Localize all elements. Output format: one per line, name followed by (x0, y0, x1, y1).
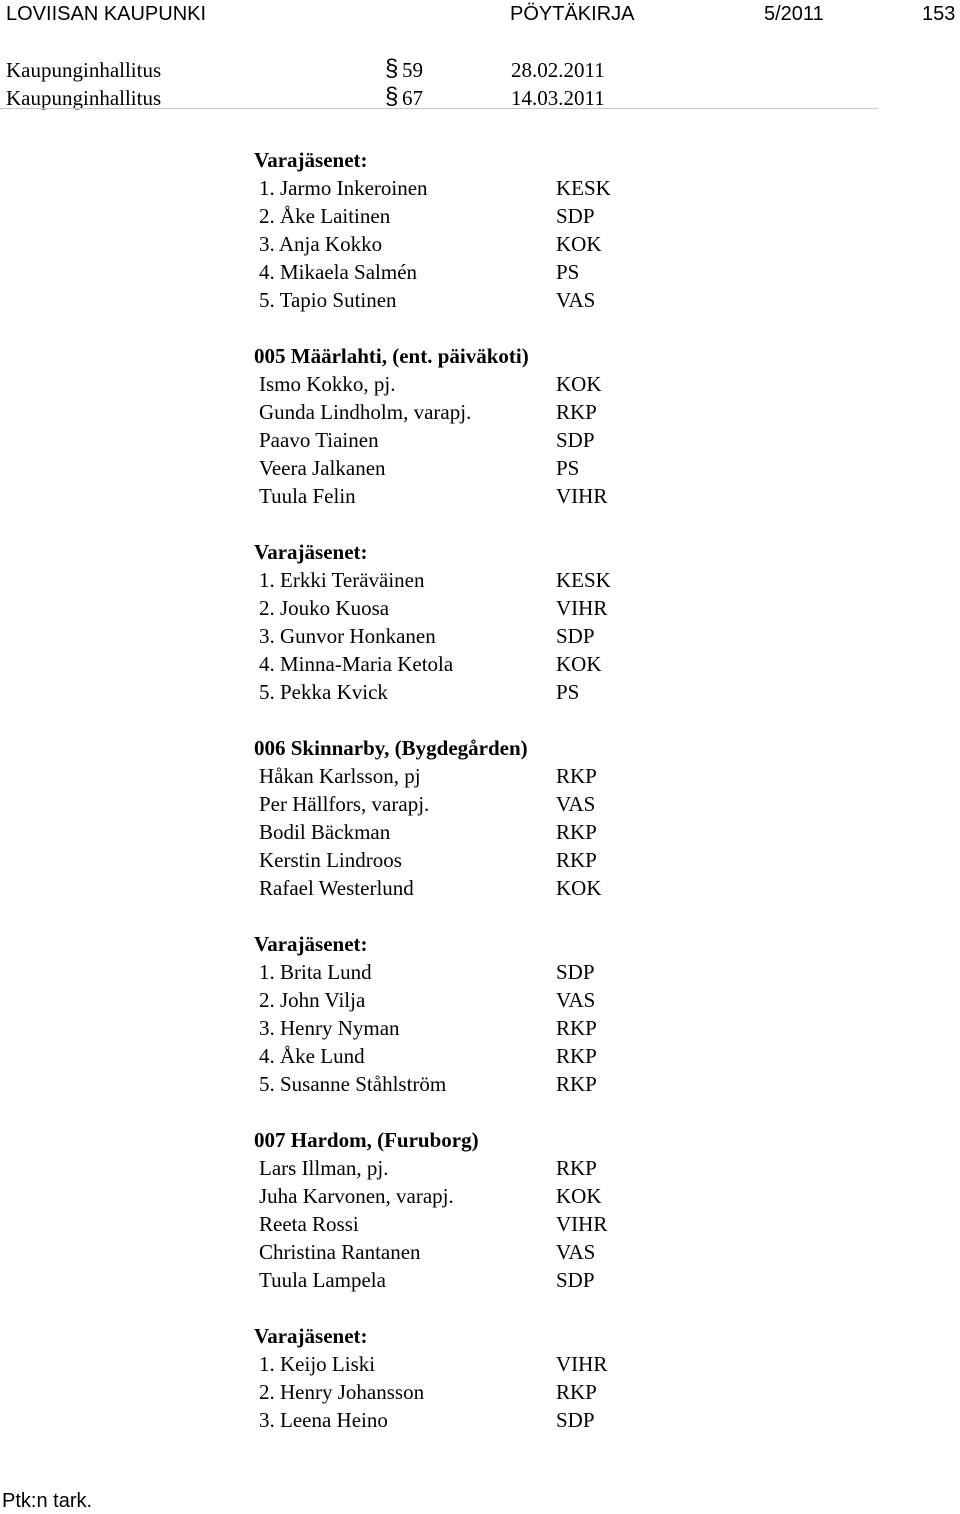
member-row (254, 426, 774, 454)
spacer (254, 314, 774, 342)
deputy-row (254, 1406, 774, 1434)
spacer (254, 510, 774, 538)
party-code: RKP (556, 1072, 597, 1096)
party-code: PS (556, 260, 580, 284)
person-name: 2. Henry Johansson (259, 1380, 425, 1404)
person-name: 5. Susanne Ståhlström (259, 1072, 447, 1096)
party-code: SDP (556, 1408, 595, 1432)
district-section (254, 146, 774, 342)
party-code: KOK (556, 1184, 602, 1208)
deputy-row (254, 958, 774, 986)
section-symbol: § (385, 83, 399, 110)
person-name: 3. Henry Nyman (259, 1016, 400, 1040)
district-title: 006 Skinnarby, (Bygdegården) (254, 736, 528, 760)
member-row (254, 482, 774, 510)
person-name: Ismo Kokko, pj. (259, 372, 396, 396)
person-name: Håkan Karlsson, pj (259, 764, 421, 788)
member-row (254, 818, 774, 846)
party-code: KOK (556, 876, 602, 900)
footer-note: Ptk:n tark. (2, 1490, 93, 1512)
deputy-row (254, 1350, 774, 1378)
reference-body: Kaupunginhallitus (6, 86, 162, 110)
person-name: 4. Mikaela Salmén (259, 260, 418, 284)
deputy-row (254, 566, 774, 594)
person-name: 4. Åke Lund (259, 1044, 365, 1068)
party-code: KESK (556, 568, 611, 592)
spacer (254, 706, 774, 734)
header-divider (0, 108, 878, 109)
city-name: LOVIISAN KAUPUNKI (6, 3, 207, 25)
person-name: 1. Brita Lund (259, 960, 372, 984)
reference-date: 28.02.2011 (511, 58, 605, 82)
person-name: Juha Karvonen, varapj. (259, 1184, 454, 1208)
party-code: KESK (556, 176, 611, 200)
person-name: Christina Rantanen (259, 1240, 421, 1264)
party-code: SDP (556, 428, 595, 452)
party-code: RKP (556, 1044, 597, 1068)
district-section (254, 1126, 774, 1434)
party-code: VIHR (556, 1212, 608, 1236)
deputies-heading: Varajäsenet: (254, 540, 368, 564)
member-row (254, 846, 774, 874)
party-code: KOK (556, 372, 602, 396)
person-name: 3. Gunvor Honkanen (259, 624, 436, 648)
party-code: RKP (556, 764, 597, 788)
party-code: RKP (556, 1380, 597, 1404)
party-code: RKP (556, 1016, 597, 1040)
person-name: Kerstin Lindroos (259, 848, 402, 872)
meeting-reference (0, 55, 880, 86)
party-code: RKP (556, 400, 597, 424)
party-code: RKP (556, 1156, 597, 1180)
district-list (254, 146, 774, 1434)
person-name: 1. Jarmo Inkeroinen (259, 176, 428, 200)
member-row (254, 454, 774, 482)
member-row (254, 370, 774, 398)
spacer (254, 902, 774, 930)
person-name: 2. John Vilja (259, 988, 366, 1012)
deputies-heading: Varajäsenet: (254, 932, 368, 956)
party-code: SDP (556, 204, 595, 228)
deputy-row (254, 1014, 774, 1042)
person-name: Tuula Lampela (259, 1268, 386, 1292)
person-name: Per Hällfors, varapj. (259, 792, 430, 816)
document-type: PÖYTÄKIRJA (510, 3, 635, 25)
party-code: RKP (556, 848, 597, 872)
person-name: 2. Åke Laitinen (259, 204, 391, 228)
party-code: RKP (556, 820, 597, 844)
person-name: 1. Keijo Liski (259, 1352, 376, 1376)
district-title: 005 Määrlahti, (ent. päiväkoti) (254, 344, 529, 368)
party-code: VAS (556, 1240, 596, 1264)
member-row (254, 398, 774, 426)
deputy-row (254, 1042, 774, 1070)
member-row (254, 1266, 774, 1294)
page-header (0, 3, 960, 29)
person-name: Tuula Felin (259, 484, 356, 508)
deputies-heading: Varajäsenet: (254, 148, 368, 172)
reference-number: 59 (402, 58, 423, 82)
deputy-row (254, 622, 774, 650)
deputy-row (254, 1070, 774, 1098)
district-section (254, 734, 774, 1126)
person-name: Rafael Westerlund (259, 876, 414, 900)
page-number: 153 (922, 3, 956, 25)
deputy-row (254, 650, 774, 678)
member-row (254, 1210, 774, 1238)
person-name: Bodil Bäckman (259, 820, 391, 844)
reference-number: 67 (402, 86, 423, 110)
party-code: SDP (556, 1268, 595, 1292)
deputy-row (254, 286, 774, 314)
section-symbol: § (385, 55, 399, 82)
district-section (254, 342, 774, 734)
deputy-row (254, 1378, 774, 1406)
party-code: KOK (556, 652, 602, 676)
person-name: 5. Tapio Sutinen (259, 288, 397, 312)
party-code: VAS (556, 792, 596, 816)
person-name: 3. Leena Heino (259, 1408, 388, 1432)
member-row (254, 874, 774, 902)
party-code: VAS (556, 988, 596, 1012)
member-row (254, 762, 774, 790)
spacer (254, 1098, 774, 1126)
person-name: 5. Pekka Kvick (259, 680, 388, 704)
member-row (254, 790, 774, 818)
person-name: Gunda Lindholm, varapj. (259, 400, 472, 424)
member-row (254, 1154, 774, 1182)
person-name: Lars Illman, pj. (259, 1156, 389, 1180)
meeting-reference (0, 83, 880, 114)
person-name: Reeta Rossi (259, 1212, 359, 1236)
deputy-row (254, 678, 774, 706)
reference-date: 14.03.2011 (511, 86, 605, 110)
deputies-heading: Varajäsenet: (254, 1324, 368, 1348)
party-code: VIHR (556, 484, 608, 508)
person-name: 3. Anja Kokko (259, 232, 383, 256)
district-title: 007 Hardom, (Furuborg) (254, 1128, 479, 1152)
document-number: 5/2011 (764, 3, 824, 25)
person-name: 1. Erkki Teräväinen (259, 568, 425, 592)
party-code: PS (556, 680, 580, 704)
deputy-row (254, 174, 774, 202)
person-name: Veera Jalkanen (259, 456, 386, 480)
deputy-row (254, 986, 774, 1014)
reference-body: Kaupunginhallitus (6, 58, 162, 82)
deputy-row (254, 258, 774, 286)
party-code: VIHR (556, 1352, 608, 1376)
member-row (254, 1238, 774, 1266)
party-code: PS (556, 456, 580, 480)
party-code: VIHR (556, 596, 608, 620)
party-code: KOK (556, 232, 602, 256)
deputy-row (254, 230, 774, 258)
deputy-row (254, 594, 774, 622)
deputy-row (254, 202, 774, 230)
member-row (254, 1182, 774, 1210)
person-name: 4. Minna-Maria Ketola (259, 652, 454, 676)
meeting-references (0, 55, 880, 114)
party-code: SDP (556, 624, 595, 648)
person-name: Paavo Tiainen (259, 428, 379, 452)
spacer (254, 1294, 774, 1322)
party-code: SDP (556, 960, 595, 984)
party-code: VAS (556, 288, 596, 312)
person-name: 2. Jouko Kuosa (259, 596, 390, 620)
